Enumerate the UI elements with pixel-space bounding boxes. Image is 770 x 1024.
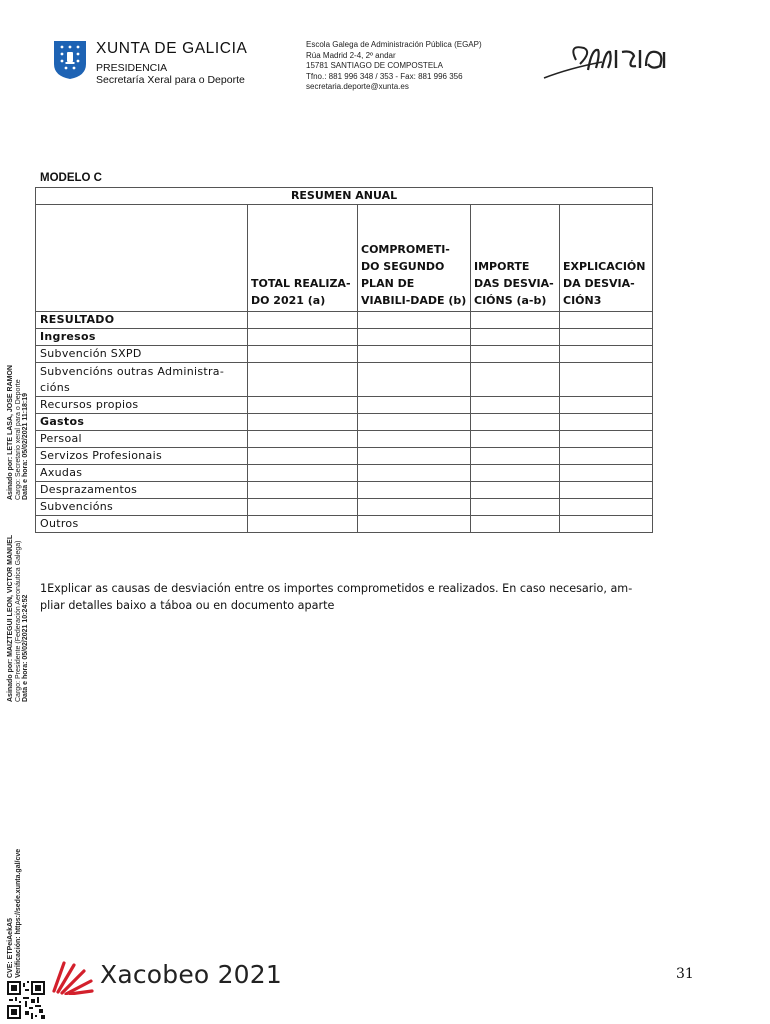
model-title: MODELO C bbox=[40, 172, 102, 184]
table-cell bbox=[471, 414, 560, 431]
table-row bbox=[36, 414, 653, 431]
table-row bbox=[36, 448, 653, 465]
table-cell bbox=[560, 346, 653, 363]
table-cell bbox=[560, 482, 653, 499]
address-block bbox=[306, 40, 482, 93]
table-row bbox=[36, 431, 653, 448]
table-cell bbox=[471, 499, 560, 516]
table-cell bbox=[358, 363, 471, 397]
table-cell bbox=[471, 312, 560, 329]
table-cell bbox=[471, 363, 560, 397]
table-cell bbox=[358, 431, 471, 448]
table-row bbox=[36, 499, 653, 516]
table-row bbox=[36, 482, 653, 499]
address-line: secretaria.deporte@xunta.es bbox=[306, 82, 409, 92]
verification-url: Verificación: https://sede.xunta.gal/cve bbox=[14, 848, 22, 978]
column-header-empty bbox=[36, 205, 248, 312]
address-line: Rúa Madrid 2-4, 2º andar bbox=[306, 50, 396, 60]
org-title: XUNTA DE GALICIA bbox=[96, 40, 248, 57]
annual-summary-table bbox=[35, 187, 653, 533]
table-cell bbox=[248, 499, 358, 516]
table-header-row bbox=[36, 205, 653, 312]
row-label: Axudas bbox=[36, 465, 248, 482]
address-line: Tfno.: 881 996 348 / 353 - Fax: 881 996 356 bbox=[306, 71, 463, 81]
table-cell bbox=[471, 482, 560, 499]
xacobeo-brand: Xacobeo 2021 bbox=[100, 960, 283, 989]
table-cell bbox=[471, 329, 560, 346]
table-row bbox=[36, 312, 653, 329]
table-cell bbox=[248, 516, 358, 533]
row-label: Persoal bbox=[36, 431, 248, 448]
table-row bbox=[36, 346, 653, 363]
table-cell bbox=[471, 431, 560, 448]
table-cell bbox=[560, 414, 653, 431]
table-caption: RESUMEN ANUAL bbox=[36, 188, 653, 205]
table-cell bbox=[248, 346, 358, 363]
table-cell bbox=[560, 448, 653, 465]
signer-position-2: Cargo: Presidente (Federación Aeronáutica Galega) bbox=[14, 540, 22, 702]
table-cell bbox=[248, 431, 358, 448]
table-cell bbox=[358, 465, 471, 482]
table-cell bbox=[248, 414, 358, 431]
table-cell bbox=[358, 516, 471, 533]
column-header-committed: COMPROMETI-DO SEGUNDO PLAN DE VIABILI-DADE (b) bbox=[358, 205, 471, 312]
row-label: Recursos propios bbox=[36, 397, 248, 414]
org-department: Secretaría Xeral para o Deporte bbox=[96, 74, 245, 86]
cve-code: CVE: ETPeiAekA5 bbox=[7, 918, 14, 978]
table-cell bbox=[471, 448, 560, 465]
table-row bbox=[36, 397, 653, 414]
table-row bbox=[36, 516, 653, 533]
verification-block bbox=[7, 849, 22, 978]
table-cell bbox=[560, 499, 653, 516]
row-label: Servizos Profesionais bbox=[36, 448, 248, 465]
address-line: Escola Galega de Administración Pública (EGAP) bbox=[306, 40, 482, 49]
row-label: Desprazamentos bbox=[36, 482, 248, 499]
footnote: 1Explicar as causas de desviación entre os importes comprometidos e realizados. En caso necesario, am-pliar detalles baixo a táboa ou en documento aparte bbox=[40, 582, 633, 612]
page-number: 31 bbox=[676, 966, 694, 982]
table-cell bbox=[358, 346, 471, 363]
table-cell bbox=[560, 329, 653, 346]
row-label: Subvencións bbox=[36, 499, 248, 516]
column-header-deviation-explanation: EXPLICACIÓN DA DESVIA-CIÓN3 bbox=[560, 205, 653, 312]
table-cell bbox=[358, 397, 471, 414]
table-cell bbox=[560, 312, 653, 329]
org-presidency: PRESIDENCIA bbox=[96, 62, 168, 74]
table-body bbox=[36, 312, 653, 533]
signed-by-2: Asinado por: MAIZTEGUI LEON, VICTOR MANUEL bbox=[7, 534, 14, 702]
table-row bbox=[36, 329, 653, 346]
xacobeo-shell-logo-icon bbox=[50, 957, 94, 995]
table-cell bbox=[248, 329, 358, 346]
table-cell bbox=[358, 499, 471, 516]
signed-by-1: Asinado por: LETE LASA, JOSE RAMON bbox=[7, 365, 14, 500]
row-label: Subvención SXPD bbox=[36, 346, 248, 363]
signer-position-1: Cargo: Secretario xeral para o Deporte bbox=[14, 379, 22, 500]
signature-date-2: Data e hora: 05/02/2021 10:24:52 bbox=[22, 594, 30, 702]
signature-date-1: Data e hora: 05/02/2021 11:18:19 bbox=[22, 392, 30, 500]
row-label: Outros bbox=[36, 516, 248, 533]
table-cell bbox=[560, 516, 653, 533]
signature-block-1 bbox=[7, 365, 30, 500]
column-header-total-realized: TOTAL REALIZA-DO 2021 (a) bbox=[248, 205, 358, 312]
signature-block-2 bbox=[7, 535, 30, 702]
table-row bbox=[36, 465, 653, 482]
table-cell bbox=[248, 465, 358, 482]
qr-code-icon bbox=[7, 981, 45, 1019]
table-cell bbox=[248, 448, 358, 465]
xunta-shield-logo-icon bbox=[53, 40, 87, 80]
row-label: Ingresos bbox=[36, 329, 248, 346]
row-label: Subvencións outras Administra-cións bbox=[36, 363, 248, 397]
column-header-deviation-amount: IMPORTE DAS DESVIA-CIÓNS (a-b) bbox=[471, 205, 560, 312]
table-cell bbox=[358, 482, 471, 499]
address-line: 15781 SANTIAGO DE COMPOSTELA bbox=[306, 61, 443, 71]
table-cell bbox=[358, 329, 471, 346]
table-cell bbox=[560, 363, 653, 397]
table-row bbox=[36, 363, 653, 397]
table-cell bbox=[358, 414, 471, 431]
table-cell bbox=[248, 363, 358, 397]
table-cell bbox=[560, 397, 653, 414]
table-cell bbox=[471, 397, 560, 414]
table-cell bbox=[471, 516, 560, 533]
row-label: RESULTADO bbox=[36, 312, 248, 329]
table-cell bbox=[560, 465, 653, 482]
galicia-wordmark-logo-icon bbox=[540, 40, 680, 86]
table-cell bbox=[248, 312, 358, 329]
row-label: Gastos bbox=[36, 414, 248, 431]
table-cell bbox=[358, 312, 471, 329]
table-cell bbox=[248, 482, 358, 499]
table-cell bbox=[471, 465, 560, 482]
table-cell bbox=[471, 346, 560, 363]
table-cell bbox=[358, 448, 471, 465]
table-cell bbox=[248, 397, 358, 414]
table-cell bbox=[560, 431, 653, 448]
